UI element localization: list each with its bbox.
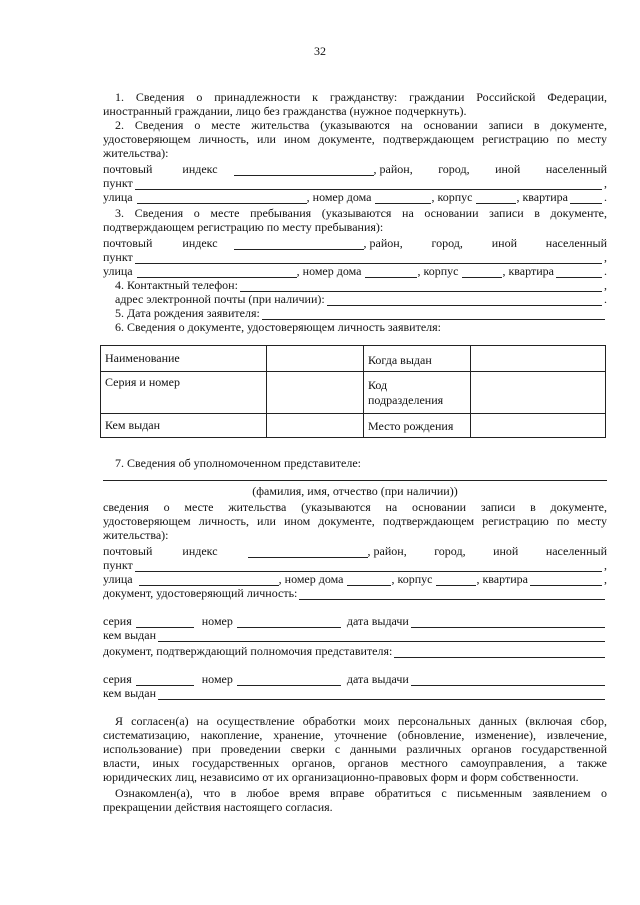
corpus-label: , корпус [431,190,473,204]
apt-label: , квартира [516,190,568,204]
rep-series-field[interactable] [136,616,194,628]
representative-fio-field[interactable] [103,479,607,481]
settlement-label: населенный [545,162,607,176]
phone-row: 4. Контактный телефон: , [115,278,607,292]
cell-issued-label: Кем выдан [101,414,267,438]
cell-code-label [364,372,471,414]
fio-caption: (фамилия, имя, отчество (при наличии)) [252,484,458,498]
cell-code-value[interactable] [471,372,606,414]
email-field[interactable] [327,294,602,306]
residence-settlement-field[interactable] [135,178,602,190]
residence-apt-field[interactable] [570,192,602,204]
stay-postal-row [103,236,607,250]
birthdate-field[interactable] [262,308,605,320]
city-label: город, [434,544,466,558]
rep-number-field[interactable] [237,616,341,628]
punkt-label: пункт [103,558,133,572]
consent-line-2: систематизацию, накопление, хранение, уточнение (обновление, изменение), извлечение, [103,728,607,742]
cell-birthplace-label: Место рождения [364,414,471,438]
consent-line-6: Ознакомлен(а), что в любое время вправе обратиться с письменным заявлением о [115,786,607,800]
doc-id-label: документ, удостоверяющий личность: [103,586,298,600]
cell-when-value[interactable] [471,346,606,372]
residence-street-row: улица , номер дома , корпус , квартира . [103,190,607,204]
street-label: улица [103,190,133,204]
rep-residence-line-3: жительства): [103,528,169,542]
issued-label: кем выдан [103,628,157,642]
rep-street-field[interactable] [139,574,279,586]
stay-street-field[interactable] [137,266,297,278]
rep-doc-row [103,586,607,600]
residence-postal-row [103,162,607,176]
rep-house-field[interactable] [347,574,391,586]
corpus-label: , корпус [417,264,459,278]
punkt-label: пункт [103,250,133,264]
date-label: дата выдачи [346,614,409,628]
citizenship-line-1: 1. Сведения о принадлежности к гражданству: граждании Российской Федерации, [115,90,607,104]
series-label: серия [103,614,132,628]
phone-field[interactable] [240,280,602,292]
city-label: город, [431,236,463,250]
rep-apt-field[interactable] [530,574,602,586]
series-label: серия [103,672,132,686]
rep-punkt-row: пункт , [103,558,607,572]
number-label: номер [201,672,233,686]
cell-birthplace-value[interactable] [471,414,606,438]
consent-line-7: прекращении действия настоящего согласия. [103,800,333,814]
email-label: адрес электронной почты (при наличии): [115,292,325,306]
stay-street-row: улица , номер дома , корпус , квартира . [103,264,607,278]
rep-series-row [103,614,607,628]
apt-label: , квартира [476,572,528,586]
residence-corpus-field[interactable] [476,192,516,204]
rep-index-field[interactable] [248,546,368,558]
rep-residence-line-2: удостоверяющем личность, или ином документе, подтверждающем регистрацию по месту [103,514,607,528]
postal-label: почтовый [103,544,153,558]
cell-series-label: Серия и номер [101,372,267,414]
code-label-2: подразделения [368,392,444,407]
punkt-label: пункт [103,176,133,190]
phone-label: 4. Контактный телефон: [115,278,238,292]
issued-label: кем выдан [103,686,157,700]
other-label: иной [491,236,517,250]
consent-line-3: использование) при проведении сверки с данными различных органов государственной [103,742,607,756]
id-doc-heading: 6. Сведения о документе, удостоверяющем личность заявителя: [115,320,442,334]
residence-index-field[interactable] [234,164,374,176]
district-label: , район, [363,236,403,250]
residence-line-1: 2. Сведения о месте жительства (указываются на основании записи в документе, [115,118,607,132]
stay-line-1: 3. Сведения о месте пребывания (указываются на основании записи в документе, [115,206,607,220]
authority-label: документ, подтверждающий полномочия представителя: [103,644,393,658]
stay-settlement-field[interactable] [135,252,602,264]
representative-heading: 7. Сведения об уполномоченном представителе: [115,456,362,470]
number-label: номер [201,614,233,628]
auth-series-field[interactable] [136,674,194,686]
auth-date-field[interactable] [411,674,605,686]
rep-postal-row [103,544,607,558]
house-label: , номер дома [278,572,344,586]
page-number: 32 [314,44,326,58]
rep-issued-row [103,628,607,642]
cell-name-label: Наименование [101,346,267,372]
postal-label: почтовый [103,162,153,176]
apt-label: , квартира [502,264,554,278]
code-label-1: Код [368,377,388,392]
residence-line-3: жительства): [103,146,169,160]
auth-issued-field[interactable] [158,688,605,700]
other-label: иной [495,162,521,176]
stay-punkt-row: пункт , [103,250,607,264]
citizenship-line-2: иностранный граждании, лицо без гражданства (нужное подчеркнуть). [103,104,467,118]
stay-house-field[interactable] [365,266,417,278]
residence-house-field[interactable] [375,192,431,204]
cell-issued-value[interactable] [267,414,364,438]
id-document-table [100,345,606,438]
other-label: иной [493,544,519,558]
email-row: адрес электронной почты (при наличии): . [115,292,607,306]
cell-when-label: Когда выдан [364,346,471,372]
index-label: индекс [182,162,218,176]
city-label: город, [438,162,470,176]
authority-row [103,644,607,658]
authority-field[interactable] [394,646,605,658]
residence-line-2: удостоверяющем личность, или ином документе, подтверждающем регистрацию по месту [103,132,607,146]
postal-label: почтовый [103,236,153,250]
rep-date-field[interactable] [411,616,605,628]
rep-issued-field[interactable] [158,630,605,642]
district-label: , район, [367,544,407,558]
consent-line-1: Я согласен(а) на осуществление обработки моих персональных данных (включая сбор, [115,714,607,728]
residence-street-field[interactable] [137,192,307,204]
auth-issued-row [103,686,607,700]
consent-line-4: власти, иных государственных органов, органов местного самоуправления, а также [103,756,607,770]
rep-settlement-field[interactable] [135,560,602,572]
stay-apt-field[interactable] [556,266,602,278]
index-label: индекс [182,236,218,250]
auth-number-field[interactable] [237,674,341,686]
rep-street-row: улица , номер дома , корпус , квартира , [103,572,607,586]
district-label: , район, [373,162,413,176]
corpus-label: , корпус [391,572,433,586]
cell-series-value[interactable] [267,372,364,414]
stay-index-field[interactable] [234,238,364,250]
settlement-label: населенный [545,236,607,250]
index-label: индекс [182,544,218,558]
birthdate-label: 5. Дата рождения заявителя: [115,306,260,320]
stay-corpus-field[interactable] [462,266,502,278]
cell-name-value[interactable] [267,346,364,372]
birthdate-row [115,306,607,320]
auth-series-row [103,672,607,686]
stay-line-2: подтверждающем регистрацию по месту пребывания): [103,220,384,234]
residence-punkt-row: пункт , [103,176,607,190]
street-label: улица [103,572,133,586]
rep-corpus-field[interactable] [436,574,476,586]
settlement-label: населенный [545,544,607,558]
consent-line-5: юридических лиц, независимо от их организационно-правовых форм и форм собственности. [103,770,579,784]
rep-residence-line-1: сведения о месте жительства (указываются на основании записи в документе, [103,500,607,514]
house-label: , номер дома [306,190,372,204]
house-label: , номер дома [296,264,362,278]
date-label: дата выдачи [346,672,409,686]
rep-doc-id-field[interactable] [299,588,605,600]
street-label: улица [103,264,133,278]
